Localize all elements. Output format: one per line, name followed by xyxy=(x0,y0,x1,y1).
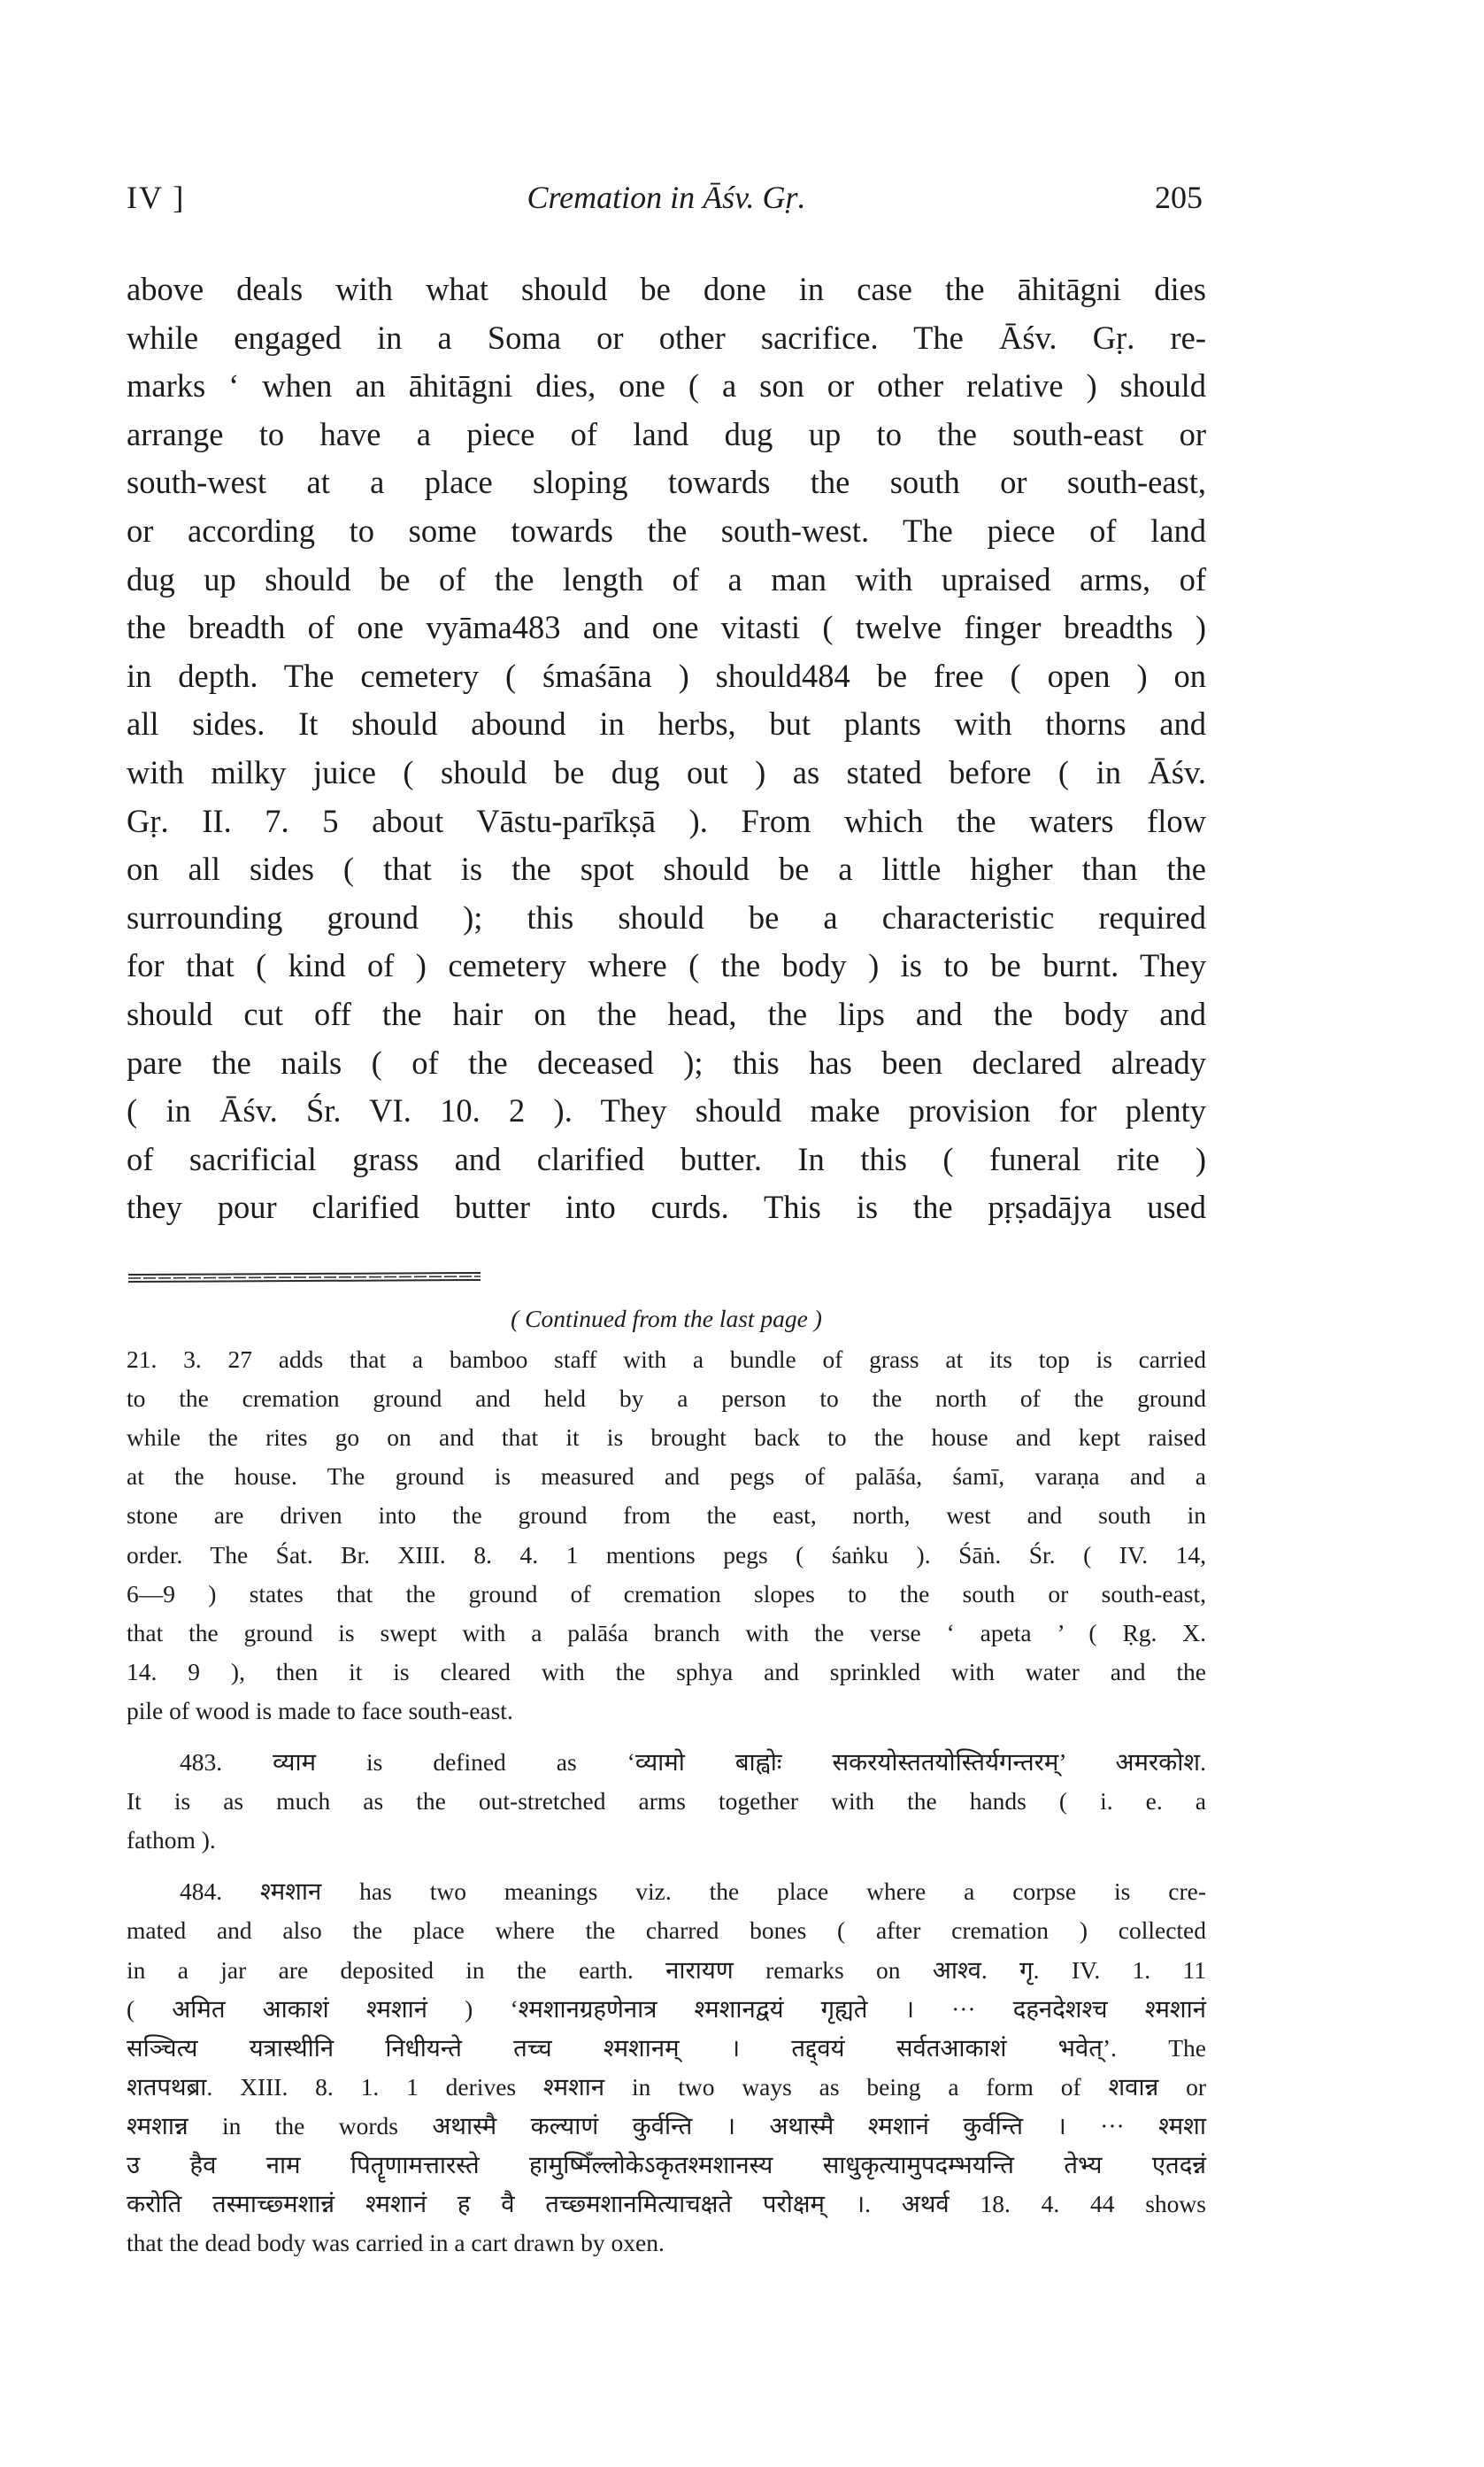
footnote-line: 21. 3. 27 adds that a bamboo staff with a bundle of grass at its top is carried xyxy=(127,1345,1206,1374)
text-line: marks ‘ when an āhitāgni dies, one ( a son or other relative ) should xyxy=(127,367,1206,405)
text-line: should cut off the hair on the head, the lips and the body and xyxy=(127,995,1206,1032)
footnote-divider xyxy=(127,1269,485,1285)
footnote-line: 6—9 ) states that the ground of cremation slopes to the south or south-east, xyxy=(127,1579,1206,1607)
text-line: above deals with what should be done in case the āhitāgni dies xyxy=(127,271,1206,307)
text-line: all sides. It should abound in herbs, but plants with thorns and xyxy=(127,705,1206,743)
chapter-marker: IV ] xyxy=(127,180,186,215)
text-line: the breadth of one vyāma483 and one vitasti ( twelve finger breadths ) xyxy=(127,609,1206,646)
footnote-line: that the dead body was carried in a cart drawn by oxen. xyxy=(127,2229,665,2257)
footnote-line: ( अमित आकाशं श्मशानं ) ‘श्मशानग्रहणेनात्र श्मशानद्वयं गृह्यते । ··· दहनदेशश्च श्मशानं xyxy=(127,1994,1206,2023)
footnote-line: सञ्चित्य यत्रास्थीनि निधीयन्ते तच्च श्मशानम् । तद्द्वयं सर्वतआकाशं भवेत्’. The xyxy=(127,2033,1206,2062)
footnote-line: order. The Śat. Br. XIII. 8. 4. 1 mentions pegs ( śaṅku ). Śāṅ. Śr. ( IV. 14, xyxy=(127,1540,1206,1569)
text-line: or according to some towards the south-west. The piece of land xyxy=(127,512,1206,549)
footnote-line: that the ground is swept with a palāśa branch with the verse ‘ apeta ’ ( Ṛg. X. xyxy=(127,1618,1206,1646)
footnote-line: उ हैव नाम पितॄणामत्तारस्ते हामुष्मिँल्लोकेऽकृतश्मशानस्य साधुकृत्यामुपदम्भयन्ति तेभ्य एतदन्नं xyxy=(127,2150,1206,2178)
footnote-line: in a jar are deposited in the earth. नारायण remarks on आश्व. गृ. IV. 1. 11 xyxy=(127,1955,1206,1984)
text-line: dug up should be of the length of a man with upraised arms, of xyxy=(127,560,1206,597)
footnote-line: mated and also the place where the charred bones ( after cremation ) collected xyxy=(127,1916,1206,1945)
footnotes xyxy=(127,1299,1206,2275)
footnote-line: stone are driven into the ground from the east, north, west and south in xyxy=(127,1501,1206,1530)
footnote-line: fathom ). xyxy=(127,1826,216,1854)
text-line: while engaged in a Soma or other sacrifice. The Āśv. Gṛ. re- xyxy=(127,319,1206,356)
text-line: surrounding ground ); this should be a characteristic required xyxy=(127,898,1206,936)
footnote-line: शतपथब्रा. XIII. 8. 1. 1 derives श्मशान in two ways as being a form of शवान्न or xyxy=(127,2072,1206,2101)
text-line: ( in Āśv. Śr. VI. 10. 2 ). They should make provision for plenty xyxy=(127,1092,1206,1129)
main-text xyxy=(127,266,1206,1232)
text-line: south-west at a place sloping towards the south or south-east, xyxy=(127,464,1206,501)
text-line: arrange to have a piece of land dug up to the south-east or xyxy=(127,415,1206,452)
text-line: for that ( kind of ) cemetery where ( the body ) is to be burnt. They xyxy=(127,947,1206,984)
footnote-continued xyxy=(127,1340,1206,1731)
text-line: pare the nails ( of the deceased ); this has been declared already xyxy=(127,1044,1206,1081)
footnote-483 xyxy=(127,1743,1206,1860)
footnote-484 xyxy=(127,1872,1206,2263)
text-line: they pour clarified butter into curds. This is the pṛṣadājya used xyxy=(127,1189,1206,1226)
text-line: in depth. The cemetery ( śmaśāna ) should484 be free ( open ) on xyxy=(127,657,1206,694)
text-line: with milky juice ( should be dug out ) as stated before ( in Āśv. xyxy=(127,753,1206,790)
body-paragraph xyxy=(127,266,1206,1232)
text-line: of sacrificial grass and clarified butter. In this ( funeral rite ) xyxy=(127,1140,1206,1177)
footnote-line: 484. श्मशान has two meanings viz. the place where a corpse is cre- xyxy=(180,1877,1206,1906)
footnote-line: pile of wood is made to face south-east. xyxy=(127,1696,513,1724)
footnote-line: करोति तस्माच्छ्मशान्नं श्मशानं ह वै तच्छ्मशानमित्याचक्षते परोक्षम् ।. अथर्व 18. 4. 44 shows xyxy=(127,2190,1206,2218)
page-number: 205 xyxy=(1155,180,1203,215)
footnote-line: while the rites go on and that it is brought back to the house and kept raised xyxy=(127,1423,1206,1452)
footnote-line: 483. व्याम is defined as ‘व्यामो बाह्वोः सकरयोस्ततयोस्तिर्यगन्तरम्’ अमरकोश. xyxy=(180,1748,1206,1777)
running-title: Cremation in Āśv. Gṛ. xyxy=(527,180,806,215)
footnote-line: श्मशान्न in the words अथास्मै कल्याणं कुर्वन्ति । अथास्मै श्मशानं कुर्वन्ति । ··· श्मशा xyxy=(127,2111,1206,2139)
text-line: on all sides ( that is the spot should be a little higher than the xyxy=(127,851,1206,888)
footnote-line: at the house. The ground is measured and pegs of palāśa, śamī, varaṇa and a xyxy=(127,1462,1206,1491)
running-head xyxy=(127,173,1206,227)
continued-label: ( Continued from the last page ) xyxy=(511,1305,822,1332)
footnote-line: 14. 9 ), then it is cleared with the sphya and sprinkled with water and the xyxy=(127,1657,1206,1685)
footnote-line: to the cremation ground and held by a person to the north of the ground xyxy=(127,1384,1206,1413)
text-line: Gṛ. II. 7. 5 about Vāstu-parīkṣā ). From which the waters flow xyxy=(127,802,1206,839)
footnote-line: It is as much as the out-stretched arms together with the hands ( i. e. a xyxy=(127,1787,1206,1816)
